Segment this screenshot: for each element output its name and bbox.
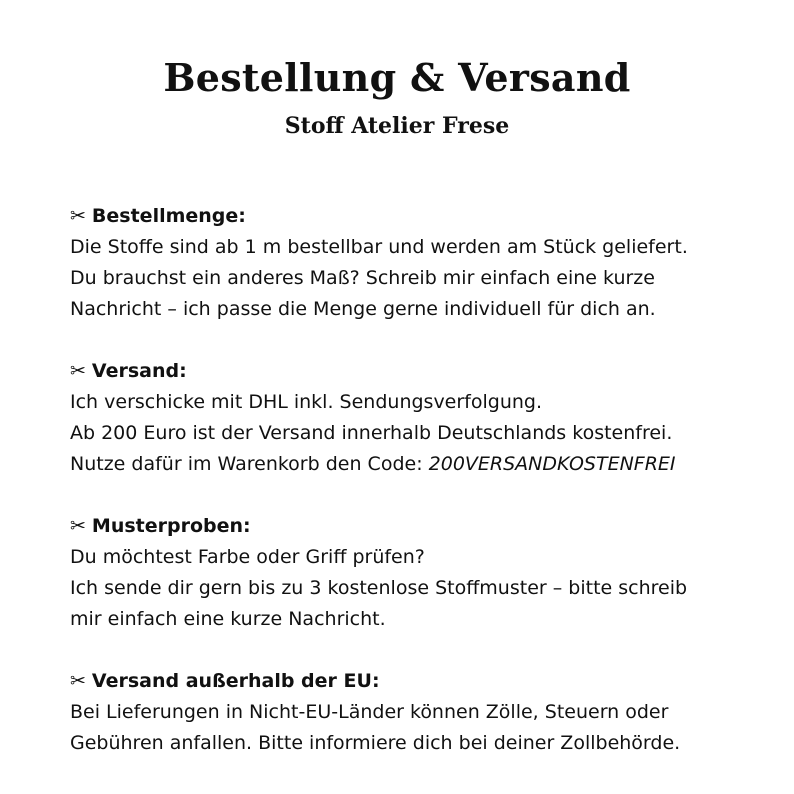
- section-heading-text: Versand außerhalb der EU:: [91, 670, 380, 692]
- section-heading: [70, 201, 770, 232]
- section-heading-text: Bestellmenge:: [91, 205, 246, 227]
- section-musterproben: [70, 511, 770, 635]
- section-text-line: Ich verschicke mit DHL inkl. Sendungsverfolgung.: [70, 391, 543, 413]
- section-text-line: Du brauchst ein anderes Maß? Schreib mir einfach eine kurze: [70, 267, 655, 289]
- section-text-line: mir einfach eine kurze Nachricht.: [70, 608, 386, 630]
- section-text-line: Die Stoffe sind ab 1 m bestellbar und werden am Stück geliefert.: [70, 236, 688, 258]
- coupon-code: 200VERSANDKOSTENFREI: [428, 453, 676, 475]
- section-heading: [70, 511, 770, 542]
- section-text-line: Nachricht – ich passe die Menge gerne individuell für dich an.: [70, 298, 656, 320]
- scissors-icon: ✂: [70, 205, 86, 227]
- page-title: Bestellung & Versand: [163, 55, 631, 100]
- section-heading: [70, 666, 770, 697]
- coupon-code-prefix: Nutze dafür im Warenkorb den Code:: [70, 453, 429, 475]
- section-heading: [70, 356, 770, 387]
- content: [70, 201, 770, 790]
- section-text-line: Du möchtest Farbe oder Griff prüfen?: [70, 546, 425, 568]
- section-heading-text: Musterproben:: [91, 515, 251, 537]
- section-text-line: Bei Lieferungen in Nicht-EU-Länder können Zölle, Steuern oder: [70, 701, 669, 723]
- scissors-icon: ✂: [70, 515, 86, 537]
- section-heading-text: Versand:: [91, 360, 187, 382]
- section-versand: [70, 356, 770, 480]
- page-subtitle: Stoff Atelier Frese: [284, 113, 510, 139]
- section-text-line: Ab 200 Euro ist der Versand innerhalb Deutschlands kostenfrei.: [70, 422, 673, 444]
- scissors-icon: ✂: [70, 670, 86, 692]
- coupon-code-line: [70, 449, 770, 480]
- section-text-line: Gebühren anfallen. Bitte informiere dich bei deiner Zollbehörde.: [70, 732, 681, 754]
- scissors-icon: ✂: [70, 360, 86, 382]
- section-versand-ausserhalb-eu: [70, 666, 770, 759]
- section-text-line: Ich sende dir gern bis zu 3 kostenlose Stoffmuster – bitte schreib: [70, 577, 688, 599]
- section-bestellmenge: [70, 201, 770, 325]
